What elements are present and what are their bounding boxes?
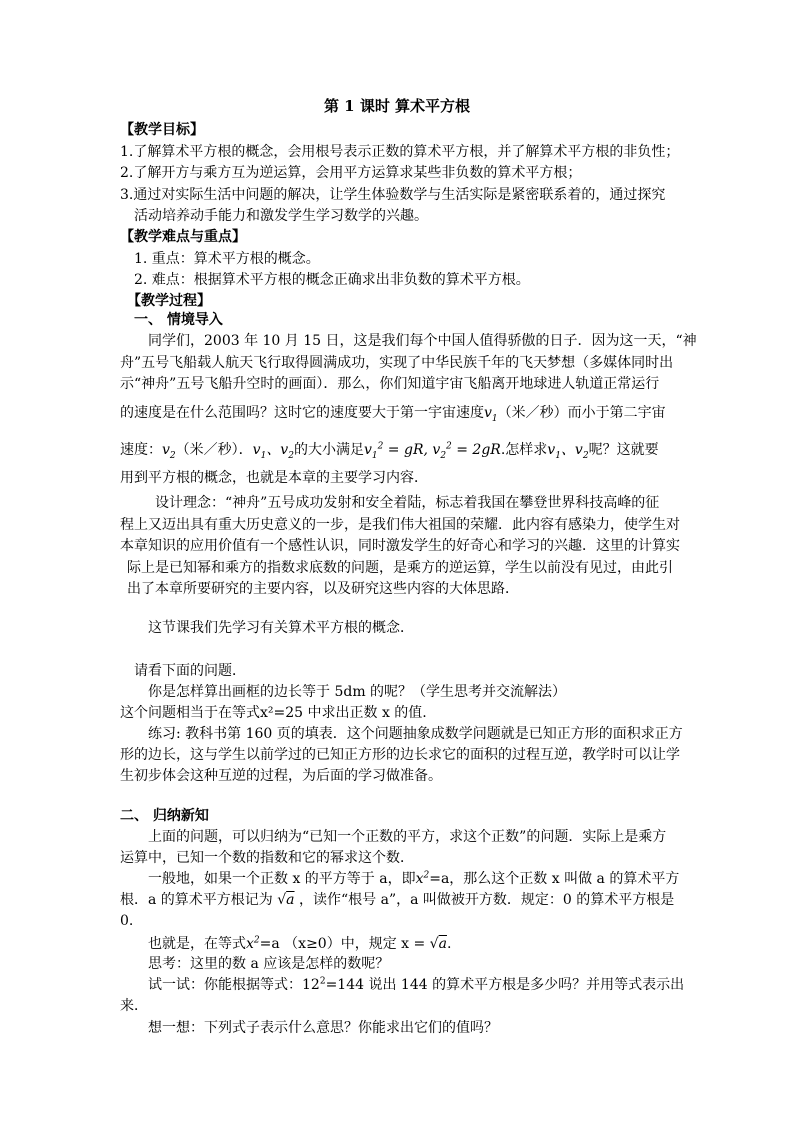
process-heading: 【教学过程】 — [127, 293, 211, 309]
formula-v1-v2: $v_1$、$v_2$ — [252, 442, 294, 461]
design-line-3: 本章知识的应用价值有一个感性认识，同时激发学生的好奇心和学习的兴趣．这里的计算实 — [120, 538, 680, 554]
text-segment: . — [446, 936, 452, 952]
paragraph-6-line-2: 形的边长，这与学生以前学过的已知正方形的边长求它的面积的过程互逆，教学时可以让学 — [120, 747, 680, 763]
paragraph-7-line-2: 运算中，已知一个数的指数和它的幂求这个数． — [120, 850, 414, 866]
section-heading-2: 二、 归纳新知 — [120, 808, 209, 824]
page-title: 第 1 课时 算术平方根 — [323, 97, 471, 115]
formula-sqrt-a: √a — [272, 892, 295, 908]
formula-sqrt-a-2: √a — [425, 936, 447, 952]
text-segment: （米／秒）． — [175, 442, 253, 458]
paragraph-11-line-1 — [148, 976, 684, 994]
paragraph-1-line-4 — [120, 404, 666, 422]
keypoints-heading: 【教学难点与重点】 — [120, 229, 246, 245]
paragraph-1-line-5 — [120, 441, 659, 459]
paragraph-6-line-3: 生初步体会这种互逆的过程，为后面的学习做准备。 — [120, 768, 442, 784]
text-segment: =a，那么这个正数 x 叫做 a 的算术平方 — [429, 871, 680, 887]
paragraph-1-line-6: 用到平方根的概念，也就是本章的主要学习内容． — [120, 470, 428, 486]
objectives-heading: 【教学目标】 — [120, 122, 204, 138]
paragraph-5: 这个问题相当于在等式x²=25 中求出正数 x 的值. — [120, 705, 427, 721]
paragraph-8-line-1 — [148, 870, 679, 888]
text-segment: 试一试：你能根据等式： — [148, 977, 302, 993]
paragraph-1-line-3: 示“神舟”五号飞船升空时的画面）．那么，你们知道宇宙飞船离开地球进人轨道正常运行 — [120, 376, 660, 392]
formula-v1: $v_1$ — [484, 405, 498, 424]
formula-x-squared: $x^2$ — [415, 870, 430, 887]
paragraph-7-line-1: 上面的问题，可以归纳为“已知一个正数的平方，求这个正数”的问题．实际上是乘方 — [148, 829, 667, 845]
section-heading-1: 一、 情境导入 — [134, 312, 223, 328]
paragraph-6-line-1: 练习: 教科书第 160 页的填表．这个问题抽象成数学问题就是已知正方形的面积求正方 — [148, 726, 683, 742]
design-line-4: 际上是已知幂和乘方的指数求底数的问题，是乘方的逆运算，学生以前没有见过，由此引 — [127, 560, 673, 576]
text-segment: .怎样求 — [500, 442, 548, 458]
paragraph-8-line-2 — [120, 891, 674, 909]
paragraph-1-line-2: 舟”五号飞船载人航天飞行取得圆满成功，实现了中华民族千年的飞天梦想（多媒体同时出 — [120, 355, 674, 371]
text-segment: 也就是，在等式 — [148, 936, 246, 952]
objective-item-3: 3.通过对实际生活中问题的解决，让学生体验数学与生活实际是紧密联系着的，通过探究 — [120, 187, 666, 203]
text-segment: =144 说出 144 的算术平方根是多少吗？并用等式表示出 — [325, 977, 685, 993]
text-segment: 呢？这就要 — [588, 442, 659, 458]
keypoint-item-2: 2. 难点：根据算术平方根的概念正确求出非负数的算术平方根。 — [134, 272, 530, 288]
text-segment: =a （x≥0）中，规定 x = — [259, 936, 426, 952]
paragraph-8-line-3: 0. — [120, 913, 134, 929]
paragraph-1-line-1: 同学们，2003 年 10 月 15 日，这是我们每个中国人值得骄傲的日子．因为这一天，“神 — [148, 333, 697, 349]
text-segment: 速度： — [120, 442, 162, 458]
paragraph-2: 这节课我们先学习有关算术平方根的概念． — [148, 620, 414, 636]
text-segment: 一般地，如果一个正数 x 的平方等于 a，即 — [148, 871, 416, 887]
paragraph-3: 请看下面的问题． — [134, 663, 246, 679]
paragraph-9 — [148, 935, 451, 953]
text-segment: ，读作“根号 a”，a 叫做被开方数．规定：0 的算术平方根是 — [298, 892, 675, 908]
formula-12-squared: $12^2$ — [302, 976, 326, 993]
formula-v-relation: $v_1^2$ = gR, $v_2^2 = 2gR$ — [363, 441, 501, 461]
design-line-1: 设计理念：“神舟”五号成功发射和安全着陆，标志着我国在攀登世界科技高峰的征 — [155, 495, 660, 511]
paragraph-10: 思考：这里的数 a 应该是怎样的数呢？ — [148, 956, 390, 972]
design-line-5: 出了本章所要研究的主要内容，以及研究这些内容的大体思路． — [127, 581, 519, 597]
formula-x-squared-2: $x^2$ — [246, 935, 260, 952]
objective-item-2: 2.了解开方与乘方互为逆运算，会用平方运算求某些非负数的算术平方根； — [120, 165, 582, 181]
formula-v2: $v_2$ — [162, 442, 176, 461]
paragraph-12: 想一想：下列式子表示什么意思？你能求出它们的值吗？ — [148, 1020, 498, 1036]
design-line-2: 程上又迈出具有重大历史意义的一步，是我们伟大祖国的荣耀．此内容有感染力，使学生对 — [120, 517, 680, 533]
paragraph-11-line-2: 来． — [120, 998, 148, 1014]
objective-item-1: 1.了解算术平方根的概念，会用根号表示正数的算术平方根，并了解算术平方根的非负性； — [120, 144, 680, 160]
text-segment: （米／秒）而小于第二宇宙 — [497, 405, 666, 421]
objective-item-3-cont: 活动培养动手能力和激发学生学习数学的兴趣。 — [134, 208, 428, 224]
text-segment: 根．a 的算术平方根记为 — [120, 892, 273, 908]
text-segment: 的大小满足 — [293, 442, 364, 458]
keypoint-item-1: 1. 重点：算术平方根的概念。 — [134, 251, 320, 267]
text-segment: 的速度是在什么范围吗？这时它的速度要大于第一宇宙速度 — [120, 405, 484, 421]
formula-v1-v2-b: $v_1$、$v_2$ — [547, 442, 589, 461]
paragraph-4: 你是怎样算出画框的边长等于 5dm 的呢？（学生思考并交流解法） — [148, 684, 567, 700]
